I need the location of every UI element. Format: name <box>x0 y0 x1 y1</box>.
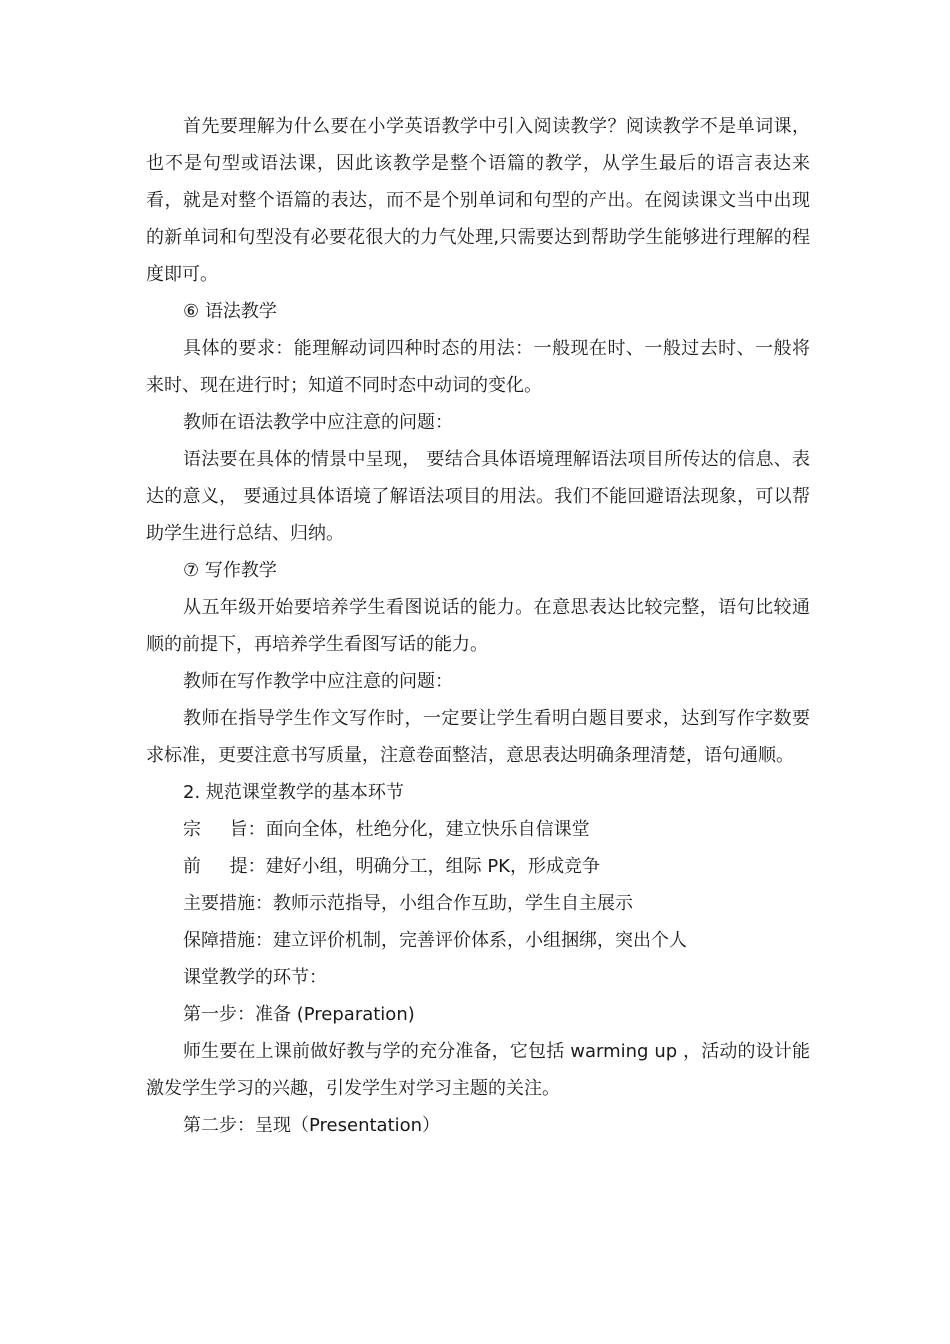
section-2-heading: 2. 规范课堂教学的基本环节 <box>183 782 404 803</box>
grammar-requirements: 具体的要求：能理解动词四种时态的用法：一般现在时、一般过去时、一般将来时、现在进行时；知道不同时态中动词的变化。 <box>146 338 810 396</box>
writing-heading: ⑦ 写作教学 <box>183 560 277 581</box>
premise-line: 前 提：建好小组，明确分工，组际 PK，形成竞争 <box>183 856 600 877</box>
class-steps-label: 课堂教学的环节： <box>183 967 327 988</box>
main-measures-line: 主要措施：教师示范指导，小组合作互助，学生自主展示 <box>183 893 633 914</box>
purpose-line: 宗 旨：面向全体，杜绝分化，建立快乐自信课堂 <box>183 819 590 840</box>
step-1-heading: 第一步：准备 (Preparation) <box>183 1004 415 1025</box>
grammar-issues-text: 语法要在具体的情景中呈现， 要结合具体语境理解语法项目所传达的信息、表达的意义， 要通过具体语境了解语法项目的用法。我们不能回避语法现象，可以帮助学生进行总结、归纳。 <box>146 449 810 544</box>
reading-paragraph: 首先要理解为什么要在小学英语教学中引入阅读教学？阅读教学不是单词课，也不是句型或语法课，因此该教学是整个语篇的教学，从学生最后的语言表达来看，就是对整个语篇的表达，而不是个别单词和句型的产出。在阅读课文当中出现的新单词和句型没有必要花很大的力气处理,只需要达到帮助学生能够进行理解的程度即可。 <box>146 116 810 285</box>
grammar-heading: ⑥ 语法教学 <box>183 301 277 322</box>
step-2-heading: 第二步：呈现（Presentation） <box>183 1115 441 1136</box>
writing-issues-text: 教师在指导学生作文写作时，一定要让学生看明白题目要求，达到写作字数要求标准，更要注意书写质量，注意卷面整洁，意思表达明确条理清楚，语句通顺。 <box>146 708 810 766</box>
step-1-text: 师生要在上课前做好教与学的充分准备，它包括 warming up ，活动的设计能激发学生学习的兴趣，引发学生对学习主题的关注。 <box>146 1041 810 1099</box>
grammar-issues-label: 教师在语法教学中应注意的问题： <box>183 412 453 433</box>
writing-issues-label: 教师在写作教学中应注意的问题： <box>183 671 453 692</box>
text-column <box>146 108 810 1144</box>
guarantee-measures-line: 保障措施：建立评价机制，完善评价体系，小组捆绑，突出个人 <box>183 930 687 951</box>
writing-requirements: 从五年级开始要培养学生看图说话的能力。在意思表达比较完整，语句比较通顺的前提下，再培养学生看图写话的能力。 <box>146 597 810 655</box>
